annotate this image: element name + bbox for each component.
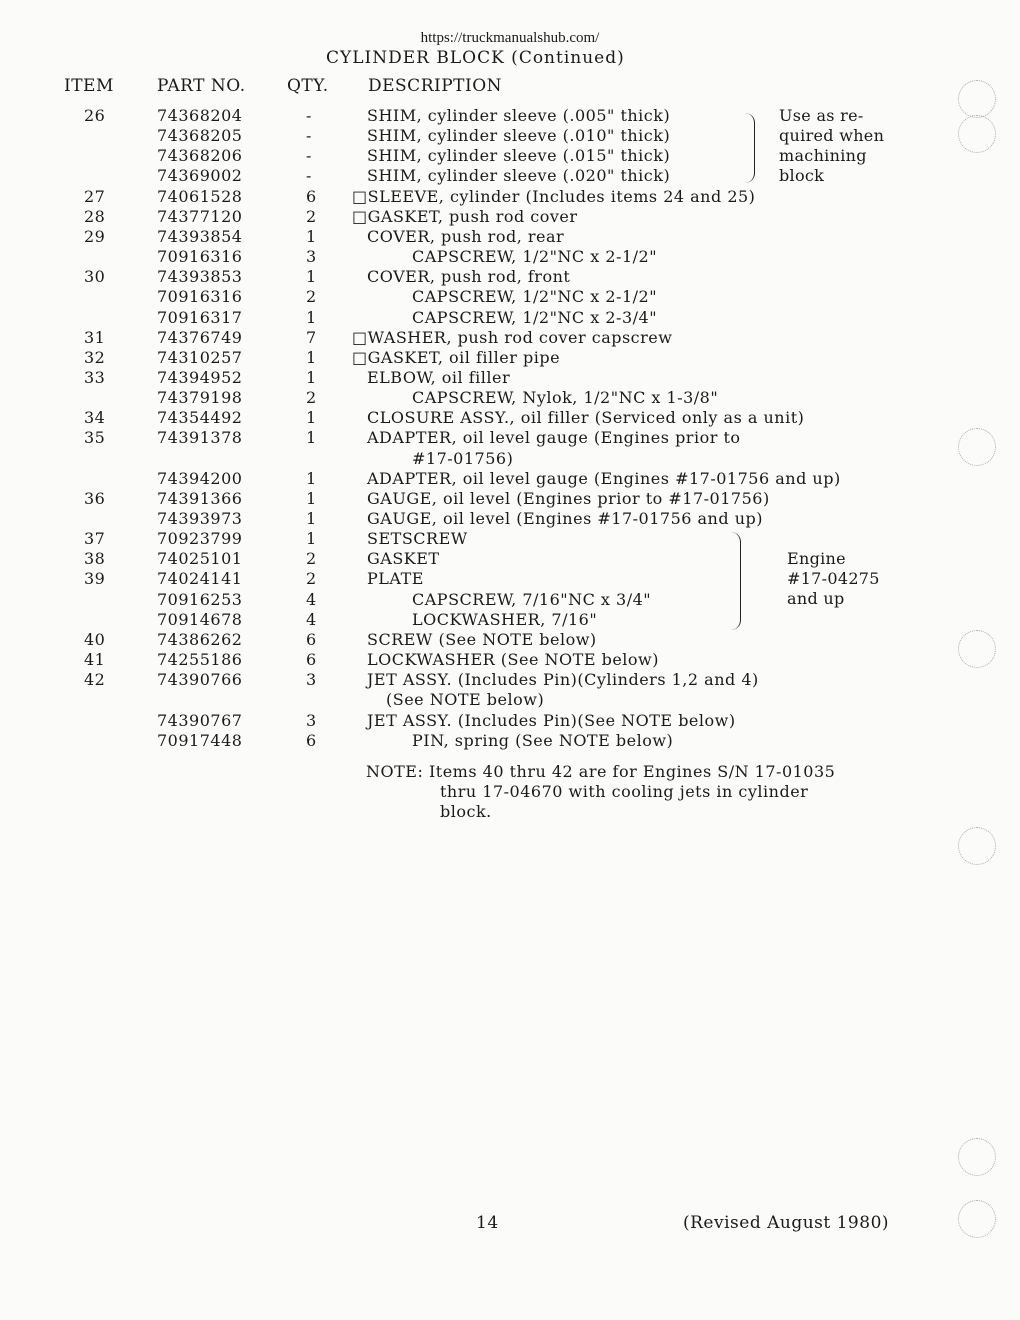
quantity: 1: [306, 428, 317, 448]
item-number: 40: [84, 629, 106, 649]
quantity: -: [306, 146, 312, 166]
quantity: -: [306, 166, 312, 186]
part-number: 74310257: [157, 347, 243, 367]
item-number: 42: [84, 670, 106, 690]
quantity: 3: [306, 710, 317, 730]
part-number: 70923799: [157, 529, 243, 549]
description: SHIM, cylinder sleeve (.005" thick): [367, 106, 671, 125]
quantity: 2: [306, 388, 317, 408]
part-number: 74393973: [157, 509, 243, 528]
binder-hole: [958, 630, 996, 668]
item-number: 35: [84, 428, 106, 448]
note-line: thru 17-04670 with cooling jets in cylinder: [440, 782, 809, 801]
part-number: 74354492: [157, 408, 243, 428]
brace-bracket-engine: [728, 532, 741, 630]
quantity: 2: [306, 287, 317, 307]
quantity: 1: [306, 307, 317, 327]
description: GAUGE, oil level (Engines #17-01756 and up): [367, 509, 763, 528]
item-number: 41: [84, 650, 106, 670]
quantity: 1: [306, 468, 317, 488]
description: SCREW (See NOTE below): [367, 629, 597, 649]
header-part-no: PART NO.: [157, 76, 246, 96]
description: CAPSCREW, 1/2"NC x 2-1/2": [412, 287, 658, 307]
binder-hole: [958, 827, 996, 865]
item-number: 30: [84, 267, 106, 287]
part-number: 74394952: [157, 367, 243, 387]
description: GASKET: [367, 549, 440, 569]
part-number: 74368206: [157, 146, 243, 166]
quantity: -: [306, 126, 312, 146]
part-number: 74379198: [157, 388, 243, 408]
header-description: DESCRIPTION: [368, 76, 503, 96]
description: □GASKET, push rod cover: [352, 206, 578, 226]
quantity: 3: [306, 247, 317, 267]
part-number: 74024141: [157, 569, 243, 589]
part-number: 74368204: [157, 106, 243, 125]
item-number: 33: [84, 367, 106, 387]
part-number: 74390767: [157, 710, 243, 730]
source-url: https://truckmanualshub.com/: [420, 30, 600, 46]
quantity: 7: [306, 327, 317, 347]
description: SHIM, cylinder sleeve (.020" thick): [367, 166, 671, 186]
part-number: 70916316: [157, 287, 243, 307]
quantity: 1: [306, 509, 317, 528]
page-number: 14: [476, 1213, 499, 1233]
quantity: 1: [306, 347, 317, 367]
part-number: 74377120: [157, 206, 243, 226]
quantity: 1: [306, 367, 317, 387]
part-number: 74376749: [157, 327, 243, 347]
item-number: 28: [84, 206, 106, 226]
item-number: 31: [84, 327, 106, 347]
description: SETSCREW: [367, 529, 468, 549]
description: (See NOTE below): [386, 690, 545, 710]
quantity: 6: [306, 186, 317, 206]
part-number: 74391366: [157, 488, 243, 508]
item-number: 26: [84, 106, 106, 125]
quantity: 6: [306, 629, 317, 649]
binder-hole: [958, 428, 996, 466]
description: ADAPTER, oil level gauge (Engines #17-01756 and up): [367, 468, 841, 488]
description: PIN, spring (See NOTE below): [412, 730, 674, 750]
brace-note-line: Engine: [787, 549, 846, 568]
item-number: 29: [84, 226, 106, 246]
header-qty: QTY.: [287, 76, 329, 96]
description: CAPSCREW, 7/16"NC x 3/4": [412, 589, 652, 609]
part-number: 70916317: [157, 307, 243, 327]
item-number: 36: [84, 488, 106, 508]
brace-note-line: quired when: [779, 126, 885, 145]
quantity: 1: [306, 226, 317, 246]
description: COVER, push rod, rear: [367, 226, 565, 246]
item-number: 27: [84, 186, 106, 206]
quantity: 4: [306, 589, 317, 609]
quantity: -: [306, 106, 312, 125]
quantity: 1: [306, 408, 317, 428]
description: SHIM, cylinder sleeve (.010" thick): [367, 126, 671, 146]
part-number: 74393854: [157, 226, 243, 246]
quantity: 1: [306, 267, 317, 287]
description: #17-01756): [412, 448, 514, 468]
description: CLOSURE ASSY., oil filler (Serviced only as a unit): [367, 408, 805, 428]
brace-bracket-shim: [744, 113, 755, 183]
revision-date: (Revised August 1980): [683, 1213, 890, 1233]
item-number: 34: [84, 408, 106, 428]
description: CAPSCREW, 1/2"NC x 2-1/2": [412, 247, 658, 267]
note-line: NOTE: Items 40 thru 42 are for Engines S/N 17-01035: [366, 762, 836, 781]
description: LOCKWASHER, 7/16": [412, 609, 598, 629]
description: LOCKWASHER (See NOTE below): [367, 650, 659, 670]
quantity: 2: [306, 549, 317, 569]
description: GAUGE, oil level (Engines prior to #17-01756): [367, 488, 770, 508]
binder-hole: [958, 115, 996, 153]
part-number: 74368205: [157, 126, 243, 146]
description: JET ASSY. (Includes Pin)(Cylinders 1,2 and 4): [367, 670, 759, 690]
part-number: 74061528: [157, 186, 243, 206]
description: PLATE: [367, 569, 424, 589]
item-number: 32: [84, 347, 106, 367]
description: □WASHER, push rod cover capscrew: [352, 327, 673, 347]
description: COVER, push rod, front: [367, 267, 571, 287]
part-number: 74393853: [157, 267, 243, 287]
part-number: 74255186: [157, 650, 243, 670]
quantity: 3: [306, 670, 317, 690]
part-number: 74390766: [157, 670, 243, 690]
description: CAPSCREW, Nylok, 1/2"NC x 1-3/8": [412, 388, 719, 408]
part-number: 70916253: [157, 589, 243, 609]
item-number: 38: [84, 549, 106, 569]
brace-note-line: #17-04275: [787, 569, 880, 588]
description: ELBOW, oil filler: [367, 367, 511, 387]
quantity: 6: [306, 650, 317, 670]
brace-note-line: and up: [787, 589, 845, 608]
part-number: 74369002: [157, 166, 243, 186]
description: JET ASSY. (Includes Pin)(See NOTE below): [367, 710, 736, 730]
binder-hole: [958, 80, 996, 118]
header-item: ITEM: [64, 76, 114, 96]
quantity: 2: [306, 206, 317, 226]
description: ADAPTER, oil level gauge (Engines prior to: [367, 428, 741, 448]
quantity: 1: [306, 488, 317, 508]
binder-hole: [958, 1200, 996, 1238]
binder-hole: [958, 1138, 996, 1176]
description: □SLEEVE, cylinder (Includes items 24 and 25): [352, 186, 756, 206]
quantity: 6: [306, 730, 317, 750]
quantity: 2: [306, 569, 317, 589]
part-number: 70916316: [157, 247, 243, 267]
part-number: 74394200: [157, 468, 243, 488]
description: □GASKET, oil filler pipe: [352, 347, 561, 367]
part-number: 70917448: [157, 730, 243, 750]
item-number: 37: [84, 529, 106, 549]
quantity: 1: [306, 529, 317, 549]
description: CAPSCREW, 1/2"NC x 2-3/4": [412, 307, 658, 327]
part-number: 74025101: [157, 549, 243, 569]
description: SHIM, cylinder sleeve (.015" thick): [367, 146, 671, 166]
part-number: 70914678: [157, 609, 243, 629]
note-line: block.: [440, 802, 492, 821]
brace-note-line: block: [779, 166, 825, 185]
brace-note-line: machining: [779, 146, 867, 165]
part-number: 74386262: [157, 629, 243, 649]
item-number: 39: [84, 569, 106, 589]
quantity: 4: [306, 609, 317, 629]
brace-note-line: Use as re-: [779, 106, 864, 125]
part-number: 74391378: [157, 428, 243, 448]
page-title: CYLINDER BLOCK (Continued): [326, 48, 625, 68]
